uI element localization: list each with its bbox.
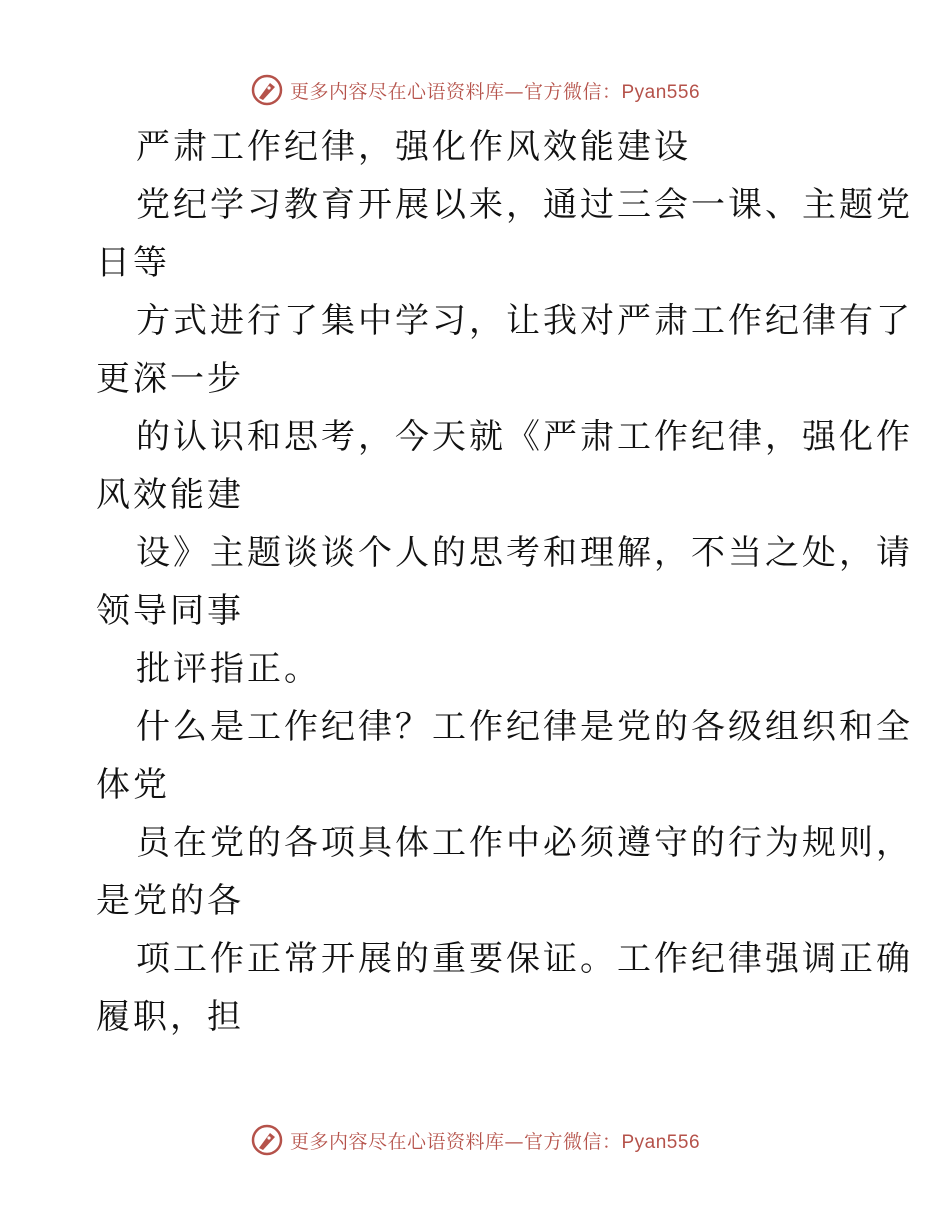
pen-nib-logo-icon [250, 1123, 284, 1157]
footer-watermark-banner [0, 1120, 950, 1160]
text-line: 什么是工作纪律？工作纪律是党的各级组织和全 [136, 707, 913, 747]
text-line: 履职，担 [96, 997, 244, 1037]
banner-text: 更多内容尽在心语资料库—官方微信： [289, 80, 622, 103]
text-line: 体党 [96, 765, 170, 805]
text-line: 设》主题谈谈个人的思考和理解，不当之处，请 [136, 533, 913, 573]
header-watermark-banner [0, 70, 950, 110]
text-line: 日等 [96, 243, 170, 283]
text-line: 领导同事 [96, 591, 244, 631]
pen-nib-logo-icon [250, 73, 284, 107]
banner-handle: Pyan556 [621, 81, 701, 103]
text-line: 项工作正常开展的重要保证。工作纪律强调正确 [136, 939, 913, 979]
text-line: 批评指正。 [136, 649, 321, 689]
text-line: 是党的各 [96, 881, 244, 921]
text-line: 方式进行了集中学习，让我对严肃工作纪律有了 [136, 301, 913, 341]
banner-handle: Pyan556 [621, 1131, 701, 1153]
banner-text: 更多内容尽在心语资料库—官方微信： [289, 1130, 622, 1153]
text-line: 员在党的各项具体工作中必须遵守的行为规则， [136, 823, 913, 863]
document-title: 严肃工作纪律，强化作风效能建设 [136, 127, 691, 167]
text-line: 风效能建 [96, 475, 244, 515]
text-line: 的认识和思考，今天就《严肃工作纪律，强化作 [136, 417, 913, 457]
document-body [96, 118, 913, 1046]
text-line: 党纪学习教育开展以来，通过三会一课、主题党 [136, 185, 913, 225]
text-line: 更深一步 [96, 359, 244, 399]
